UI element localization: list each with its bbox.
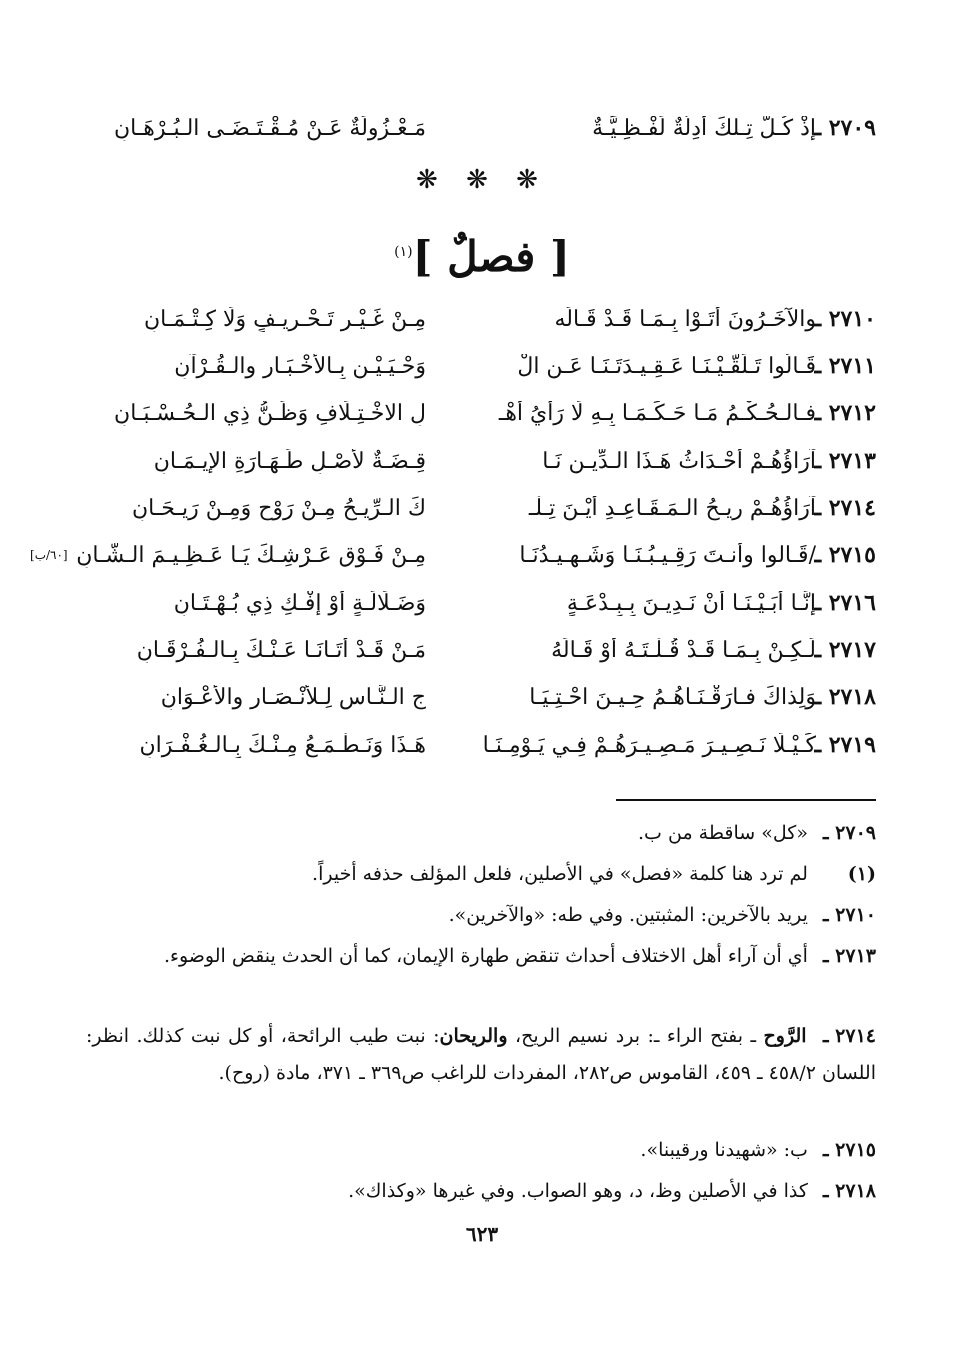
section-heading xyxy=(0,232,964,281)
verse-first-hemistich: آرَاؤُهُـمْ رِيـحُ الـمَـقَـاعِـدِ أيْـنَ تِـلْـ xyxy=(528,495,816,521)
footnote-number: ٢٧٠٩ ـ xyxy=(822,822,876,844)
verse-first-hemistich: كَـيْـلَا نَـصِـيـرَ مَـصِـيـرَهُـمْ فِـي يَـوْمِـنَـا xyxy=(482,732,816,758)
verse-2710 xyxy=(40,296,876,342)
section-title: [ فصلٌ ] xyxy=(412,232,570,281)
verse-second-hemistich: هَـذَا وَنَـطْـمَـعُ مِـنْـكَ بِـالـغُـفْـرَانِ xyxy=(139,732,426,758)
section-separator: ❋ ❋ ❋ xyxy=(416,165,548,195)
verse-2714 xyxy=(40,485,876,531)
verse-2713 xyxy=(40,438,876,484)
footnote-text: لم ترد هنا كلمة «فصل» في الأصلين، فلعل المؤلف حذفه أخيراً. xyxy=(312,863,808,885)
verse-2715 xyxy=(30,532,876,578)
verse-second-hemistich: كَ الـرِّيـحُ مِـنْ رَوْحٍ وَمِـنْ رَيـحَـانِ xyxy=(132,495,426,521)
verse-second-hemistich: وَضَـلَالَـةٍ أَوْ إِفْـكِ ذِي بُـهْـتَـانِ xyxy=(173,590,426,616)
footnote-2709 xyxy=(86,815,876,852)
verse-number: ٢٧١٦ ـ xyxy=(814,590,876,616)
verse-number: ٢٧٠٩ ـ xyxy=(814,115,876,141)
verse-number: ٢٧١٢ ـ xyxy=(814,400,876,426)
verse-2716 xyxy=(40,580,876,626)
footnote-text: يريد بالآخرين: المثبتين. وفي طه: «والآخرين». xyxy=(448,904,808,926)
verse-second-hemistich: لِ الاخْـتِـلَافِ وَظَـنُّ ذِي الـحُـسْـبَـانِ xyxy=(114,400,426,426)
section-footnote-marker: (١) xyxy=(394,244,413,260)
footnote-text: كذا في الأصلين وظ، د، وهو الصواب. وفي غيرها «وكذاك». xyxy=(348,1180,808,1202)
verse-number: ٢٧١٥ ـ xyxy=(814,542,876,568)
verse-first-hemistich: قَـالُوا تَـلَقَّـيْـنَـا عَـقِـيـدَتَـنَـا عَـنِ الْ xyxy=(517,353,816,379)
footnote-number: (١) xyxy=(847,863,876,885)
verse-second-hemistich: وَحْـيَـيْـنِ بِـالأَخْـبَـارِ والـقُـرْآنِ xyxy=(174,353,426,379)
verse-first-hemistich: /قَـالوا وأنـتَ رَقِـيـبُـنَـا وَشَـهِـيـدُنَـا xyxy=(519,542,816,568)
verse-first-hemistich: إذْ كُـلُّ تِـلكَ أدِلَّةٌ لَفْـظِـيَّـةٌ xyxy=(592,115,816,141)
verse-number: ٢٧١٩ ـ xyxy=(814,732,876,758)
page-number: ٦٢٣ xyxy=(465,1222,499,1246)
verse-second-hemistich: قِـضَـةٌ لأَصْـلِ طَـهَـارَةِ الإيـمَـانِ xyxy=(153,448,426,474)
verse-second-hemistich: مَـنْ قَـدْ أَتَـانَـا عَـنْـكَ بِـالـفُـرْقَـانِ xyxy=(136,637,426,663)
footnote-2718 xyxy=(86,1173,876,1210)
verse-number: ٢٧١٧ ـ xyxy=(814,637,876,663)
footnote-text: : نبت طيب الرائحة، أو كل نبت كذلك. انظر: اللسان ٤٥٨/٢ ـ ٤٥٩، القاموس ص٢٨٢، المفردات للراغب ص٣٦٩ ـ ٣٧١، مادة (روح). xyxy=(86,1025,876,1084)
footnote-2714 xyxy=(86,1018,876,1092)
verse-number: ٢٧١٤ ـ xyxy=(814,495,876,521)
verse-2711 xyxy=(40,343,876,389)
footnote-divider xyxy=(616,799,876,801)
verse-first-hemistich: فـالـحُـكْـمُ مَـا حَـكَـمَـا بِـهِ لَا رَأْيُ أَهْـ xyxy=(498,400,816,426)
footnote-2710 xyxy=(86,897,876,934)
verse-first-hemistich: لَـكِـنْ بِـمَـا قَـدْ قُـلْـتَـهُ أَوْ قَـالَهُ xyxy=(551,637,816,663)
footnote-2715 xyxy=(86,1132,876,1169)
footnote-1 xyxy=(86,856,876,893)
verse-first-hemistich: آرَاؤُهُـمْ أَحْـدَاثُ هَـذَا الـدِّيـنِ نَـا xyxy=(542,448,816,474)
manuscript-folio-marker: [٦٠/ب] xyxy=(30,548,68,562)
footnote-text: ـ بفتح الراء ـ: برد نسيم الريح، xyxy=(507,1025,764,1047)
verse-number: ٢٧١١ ـ xyxy=(814,353,876,379)
footnote-number: ٢٧١٣ ـ xyxy=(822,945,876,967)
verse-2718 xyxy=(40,674,876,720)
footnote-text: أي أن آراء أهل الاختلاف أحداث تنقض طهارة الإيمان، كما أن الحدث ينقض الوضوء. xyxy=(163,945,808,967)
verse-2709 xyxy=(40,105,876,151)
footnote-number: ٢٧١٤ ـ xyxy=(822,1025,876,1047)
verse-2717 xyxy=(40,627,876,673)
verse-number: ٢٧١٨ ـ xyxy=(814,684,876,710)
verse-second-hemistich: جِ الـنَّـاسِ لِـلأَنْـصَـارِ والأعْـوَانِ xyxy=(160,684,426,710)
verse-number: ٢٧١٠ ـ xyxy=(814,306,876,332)
footnote-term-rawh: الرَّوح xyxy=(763,1025,807,1047)
footnote-text: ب: «شهيدنا ورقيبنا». xyxy=(640,1139,808,1161)
footnote-number: ٢٧١٨ ـ xyxy=(822,1180,876,1202)
verse-number: ٢٧١٣ ـ xyxy=(814,448,876,474)
verse-2719 xyxy=(40,722,876,768)
footnote-text: «كل» ساقطة من ب. xyxy=(638,822,808,844)
verse-first-hemistich: والآخَـرُونَ أَتَـوْا بِـمَـا قَـدْ قَـالَه xyxy=(554,306,816,332)
verse-2712 xyxy=(40,390,876,436)
verse-second-hemistich: مَـعْـزُولَةٌ عَـنْ مُـقْـتَـضَـى الـبُـرْهَـانِ xyxy=(114,115,426,141)
footnote-number: ٢٧١٥ ـ xyxy=(822,1139,876,1161)
footnote-term-rayhan: والريحان xyxy=(439,1025,508,1047)
verse-first-hemistich: إنَّـا أَبَـيْـنَـا أنْ نَـدِيـنَ بِـبِـدْعَـةٍ xyxy=(566,590,816,616)
verse-second-hemistich: مِـنْ غَـيْـرِ تَـحْـرِيـفٍ وَلَا كِـتْـمَـانِ xyxy=(143,306,426,332)
verse-second-hemistich: مِـنْ فَـوْقِ عَـرْشِـكَ يَـا عَـظِـيـمَ الـشَّـانِ xyxy=(76,542,426,568)
footnote-2713 xyxy=(86,938,876,975)
footnote-number: ٢٧١٠ ـ xyxy=(822,904,876,926)
verse-first-hemistich: وَلِذاكَ فـارَقْـنَـاهُـمُ حِـيـنَ احْـتِـيَـا xyxy=(529,684,816,710)
